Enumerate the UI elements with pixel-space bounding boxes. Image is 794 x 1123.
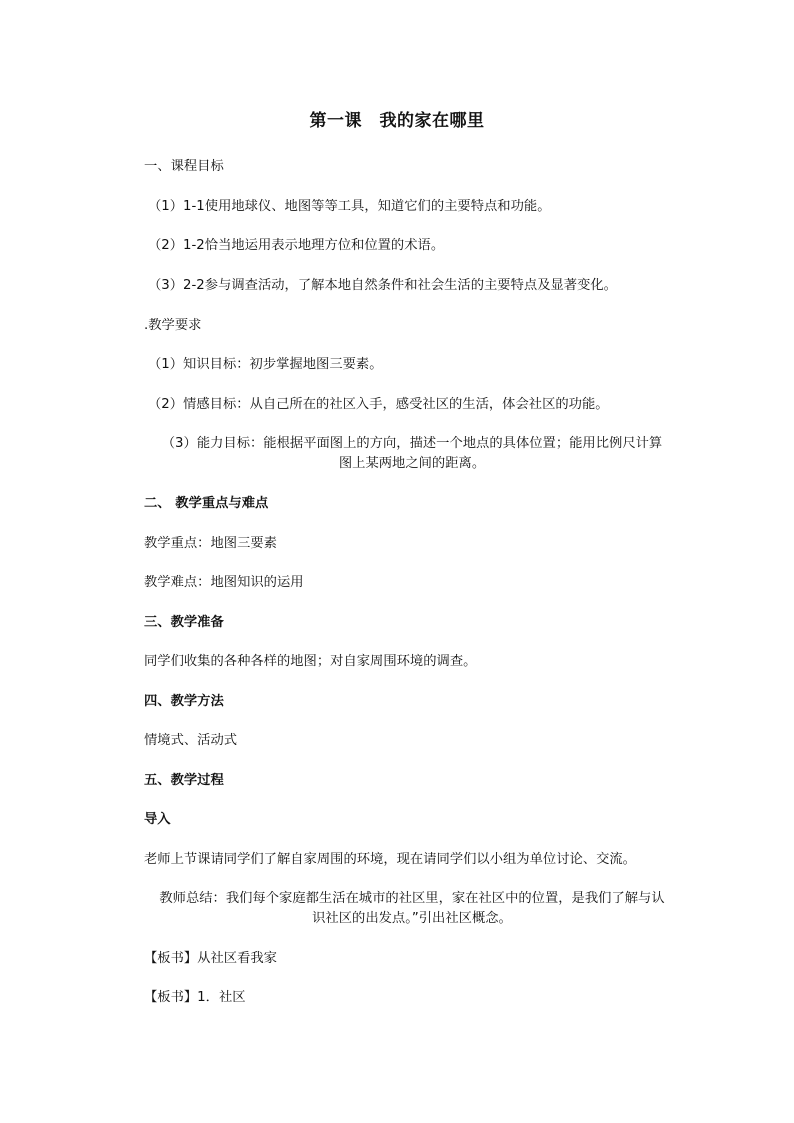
preparation-text: 同学们收集的各种各样的地图；对自家周围环境的调查。 [144, 654, 477, 669]
difficult-point: 教学难点：地图知识的运用 [144, 575, 304, 590]
goal-item-1: （1）1-1使用地球仪、地图等等工具，知道它们的主要特点和功能。 [148, 199, 551, 214]
requirement-ability-line-2: 图上某两地之间的距离。 [338, 456, 486, 471]
methods-text: 情境式、活动式 [144, 733, 238, 748]
board-note-1: 【板书】从社区看我家 [144, 951, 277, 966]
requirement-ability [144, 434, 680, 474]
lesson-title: 第一课 我的家在哪里 [309, 111, 485, 131]
intro-text: 老师上节课请同学们了解自家周围的环境，现在请同学们以小组为单位讨论、交流。 [144, 852, 636, 867]
board-note-2: 【板书】1．社区 [144, 990, 246, 1005]
requirement-ability-line-1: （3）能力目标：能根据平面图上的方向，描述一个地点的具体位置；能用比例尺计算 [161, 436, 663, 451]
subheading-intro: 导入 [144, 812, 171, 827]
heading-course-goals: 一、课程目标 [144, 159, 224, 174]
heading-teaching-requirements: .教学要求 [144, 318, 202, 333]
requirement-knowledge: （1）知识目标：初步掌握地图三要素。 [148, 357, 383, 372]
heading-key-points: 二、 教学重点与难点 [144, 496, 269, 511]
teacher-summary-line-1: 教师总结：我们每个家庭都生活在城市的社区里，家在社区中的位置，是我们了解与认 [159, 891, 665, 906]
requirement-emotion: （2）情感目标：从自己所在的社区入手，感受社区的生活，体会社区的功能。 [148, 397, 609, 412]
heading-methods: 四、教学方法 [144, 694, 224, 709]
goal-item-2: （2）1-2恰当地运用表示地理方位和位置的术语。 [148, 238, 445, 253]
key-point: 教学重点：地图三要素 [144, 536, 277, 551]
heading-preparation: 三、教学准备 [144, 615, 224, 630]
heading-process: 五、教学过程 [144, 773, 224, 788]
teacher-summary [144, 889, 680, 929]
teacher-summary-line-2: 识社区的出发点。”引出社区概念。 [312, 911, 512, 926]
goal-item-3: （3）2-2参与调查活动，了解本地自然条件和社会生活的主要特点及显著变化。 [148, 278, 617, 293]
